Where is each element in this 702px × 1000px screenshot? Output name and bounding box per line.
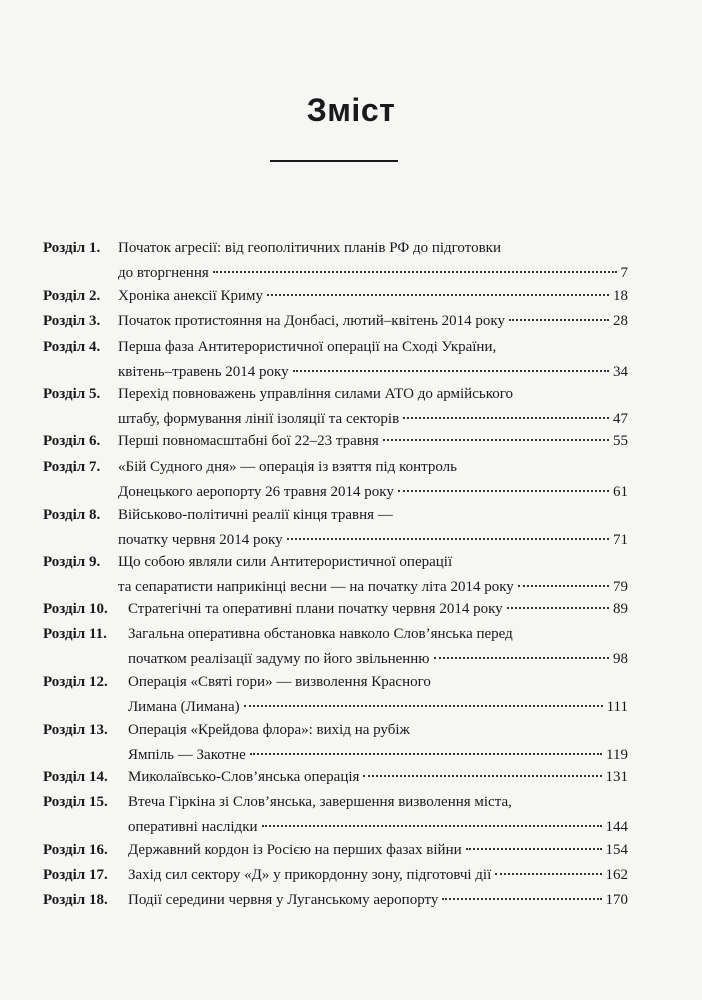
page-number: 79: [613, 579, 628, 595]
toc-entry[interactable]: [43, 670, 628, 720]
chapter-title-line: Початок агресії: від геополітичних планів РФ до підготовки: [118, 240, 501, 256]
page-number: 162: [605, 867, 628, 883]
dot-leader: [507, 606, 609, 609]
chapter-title-line: Захід сил сектору «Д» у прикордонну зону, підготовчі дії: [128, 867, 492, 883]
page-number: 55: [613, 433, 628, 449]
toc-entry[interactable]: [43, 503, 628, 553]
chapter-number: Розділ 8.: [43, 507, 101, 523]
toc-entry[interactable]: [43, 309, 628, 334]
chapter-title: [128, 670, 628, 720]
chapter-title-line: Що собою являли сили Антитерористичної операції: [118, 554, 453, 570]
dot-leader: [509, 318, 609, 321]
chapter-number: Розділ 6.: [43, 433, 101, 449]
chapter-title: [118, 284, 628, 309]
chapter-title-line: Хроніка анексії Криму: [118, 288, 264, 304]
dot-leader: [442, 897, 601, 900]
chapter-title: [128, 718, 628, 768]
chapter-title-line: Державний кордон із Росією на перших фазах війни: [128, 842, 462, 858]
chapter-number: Розділ 7.: [43, 459, 101, 475]
dot-leader: [383, 438, 609, 441]
toc-entry[interactable]: [43, 236, 628, 286]
chapter-title-line: Операція «Святі гори» — визволення Красного: [128, 674, 431, 690]
dot-leader: [250, 752, 602, 755]
chapter-title: [118, 503, 628, 553]
dot-leader: [466, 847, 602, 850]
chapter-title-line: оперативні наслідки: [128, 819, 258, 835]
chapter-title-line: Лимана (Лимана): [128, 699, 240, 715]
chapter-title: [128, 622, 628, 672]
dot-leader: [363, 774, 601, 777]
toc-entry[interactable]: [43, 863, 628, 888]
toc-entry[interactable]: [43, 429, 628, 454]
chapter-title-line: до вторгнення: [118, 265, 209, 281]
chapter-title-line: Події середини червня у Луганському аеропорту: [128, 892, 439, 908]
toc-entry[interactable]: [43, 838, 628, 863]
chapter-title: [128, 888, 628, 913]
chapter-title: [128, 838, 628, 863]
page-number: 131: [605, 769, 628, 785]
toc-entry[interactable]: [43, 335, 628, 385]
page-number: 28: [613, 313, 628, 329]
chapter-title: [118, 429, 628, 454]
chapter-number: Розділ 17.: [43, 867, 108, 883]
page-number: 61: [613, 484, 628, 500]
chapter-title: [118, 382, 628, 432]
chapter-title-line: початку червня 2014 року: [118, 532, 283, 548]
chapter-title-line: Донецького аеропорту 26 травня 2014 року: [118, 484, 394, 500]
dot-leader: [293, 369, 609, 372]
page-number: 154: [605, 842, 628, 858]
chapter-number: Розділ 10.: [43, 601, 108, 617]
toc-entry[interactable]: [43, 888, 628, 913]
chapter-title-line: Початок протистояння на Донбасі, лютий–квітень 2014 року: [118, 313, 506, 329]
toc-entry[interactable]: [43, 550, 628, 600]
chapter-number: Розділ 14.: [43, 769, 108, 785]
toc-entry[interactable]: [43, 597, 628, 622]
chapter-number: Розділ 1.: [43, 240, 101, 256]
chapter-title: [128, 765, 628, 790]
page-number: 119: [606, 747, 628, 763]
chapter-number: Розділ 18.: [43, 892, 108, 908]
chapter-number: Розділ 9.: [43, 554, 101, 570]
chapter-title-line: Втеча Гіркіна зі Слов’янська, завершення визволення міста,: [128, 794, 512, 810]
page-number: 7: [620, 265, 628, 281]
toc-entry[interactable]: [43, 284, 628, 309]
chapter-number: Розділ 4.: [43, 339, 101, 355]
dot-leader: [244, 704, 603, 707]
page-number: 98: [613, 651, 628, 667]
chapter-title-line: початком реалізації задуму по його звільненню: [128, 651, 430, 667]
chapter-number: Розділ 5.: [43, 386, 101, 402]
chapter-title: [128, 597, 628, 622]
chapter-title-line: Ямпіль — Закотне: [128, 747, 246, 763]
page-number: 47: [613, 411, 628, 427]
dot-leader: [213, 270, 617, 273]
dot-leader: [287, 537, 609, 540]
chapter-title: [118, 335, 628, 385]
chapter-title-line: квітень–травень 2014 року: [118, 364, 289, 380]
chapter-title-line: Миколаївсько-Слов’янська операція: [128, 769, 360, 785]
page-number: 144: [605, 819, 628, 835]
chapter-title-line: штабу, формування лінії ізоляції та секторів: [118, 411, 400, 427]
chapter-title-line: Перша фаза Антитерористичної операції на Сході України,: [118, 339, 497, 355]
page-number: 34: [613, 364, 628, 380]
chapter-title-line: Перші повномасштабні бої 22–23 травня: [118, 433, 379, 449]
chapter-number: Розділ 3.: [43, 313, 101, 329]
chapter-title-line: Операція «Крейдова флора»: вихід на рубіж: [128, 722, 410, 738]
chapter-title-line: Перехід повноважень управління силами АТО до армійського: [118, 386, 514, 402]
page-number: 89: [613, 601, 628, 617]
chapter-title: [118, 455, 628, 505]
toc-entry[interactable]: [43, 718, 628, 768]
dot-leader: [495, 872, 601, 875]
chapter-number: Розділ 16.: [43, 842, 108, 858]
toc-entry[interactable]: [43, 622, 628, 672]
chapter-number: Розділ 11.: [43, 626, 107, 642]
chapter-number: Розділ 15.: [43, 794, 108, 810]
toc-entry[interactable]: [43, 765, 628, 790]
dot-leader: [398, 489, 609, 492]
toc-entry[interactable]: [43, 790, 628, 840]
chapter-number: Розділ 13.: [43, 722, 108, 738]
dot-leader: [267, 293, 609, 296]
toc-entry[interactable]: [43, 382, 628, 432]
dot-leader: [518, 584, 609, 587]
chapter-title-line: та сепаратисти наприкінці весни — на початку літа 2014 року: [118, 579, 514, 595]
chapter-title: [128, 863, 628, 888]
chapter-title-line: Стратегічні та оперативні плани початку червня 2014 року: [128, 601, 503, 617]
page-title: Зміст: [306, 92, 396, 128]
toc-entry[interactable]: [43, 455, 628, 505]
chapter-title-line: Військово-політичні реалії кінця травня —: [118, 507, 393, 523]
dot-leader: [434, 656, 609, 659]
chapter-title-line: «Бій Судного дня» — операція із взяття під контроль: [118, 459, 457, 475]
page-number: 18: [613, 288, 628, 304]
chapter-number: Розділ 12.: [43, 674, 108, 690]
chapter-title: [118, 309, 628, 334]
page-number: 170: [605, 892, 628, 908]
page-number: 111: [606, 699, 628, 715]
dot-leader: [403, 416, 609, 419]
chapter-title: [118, 550, 628, 600]
chapter-number: Розділ 2.: [43, 288, 101, 304]
chapter-title: [118, 236, 628, 286]
page-number: 71: [613, 532, 628, 548]
chapter-title-line: Загальна оперативна обстановка навколо Слов’янська перед: [128, 626, 513, 642]
chapter-title: [128, 790, 628, 840]
dot-leader: [262, 824, 602, 827]
